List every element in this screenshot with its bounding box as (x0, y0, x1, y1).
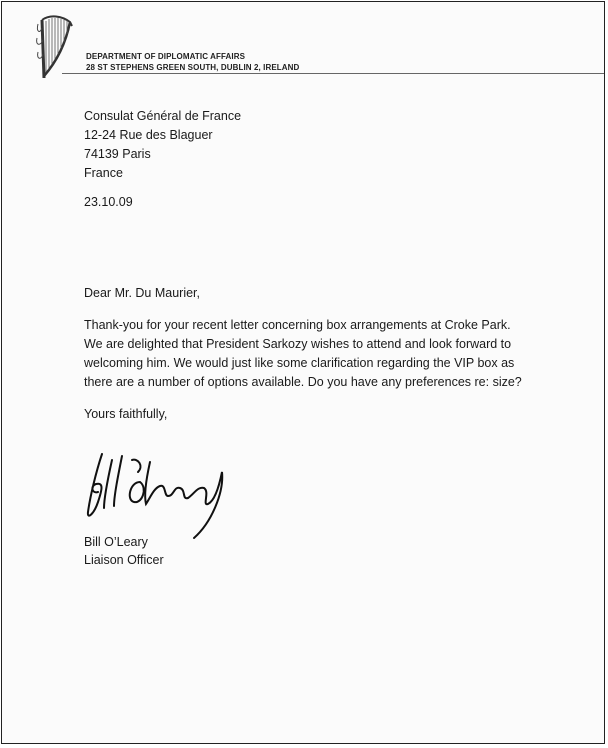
recipient-line: France (84, 166, 123, 180)
recipient-line: 12-24 Rue des Blaguer (84, 128, 213, 142)
recipient-line: Consulat Général de France (84, 109, 242, 123)
letter-body (84, 316, 564, 392)
letterhead-divider (62, 73, 605, 74)
department-address: 28 ST STEPHENS GREEN SOUTH, DUBLIN 2, IRELAND (86, 63, 300, 72)
body-line: We are delighted that President Sarkozy wishes to attend and look forward to (84, 337, 512, 351)
recipient-address (84, 107, 241, 183)
body-line: there are a number of options available. Do you have any preferences re: size? (84, 375, 522, 389)
harp-emblem-icon (32, 12, 78, 82)
signatory-name: Bill O’Leary (84, 535, 148, 549)
signatory-title: Liaison Officer (84, 553, 164, 567)
body-line: welcoming him. We would just like some clarification regarding the VIP box as (84, 356, 515, 370)
signature-icon (82, 442, 252, 542)
closing: Yours faithfully, (84, 407, 168, 421)
letter-date: 23.10.09 (84, 195, 133, 209)
recipient-line: 74139 Paris (84, 147, 151, 161)
department-name: DEPARTMENT OF DIPLOMATIC AFFAIRS (86, 52, 246, 61)
salutation: Dear Mr. Du Maurier, (84, 286, 201, 300)
letter-page (1, 1, 605, 744)
letterhead (86, 51, 299, 73)
body-line: Thank-you for your recent letter concerning box arrangements at Croke Park. (84, 318, 511, 332)
